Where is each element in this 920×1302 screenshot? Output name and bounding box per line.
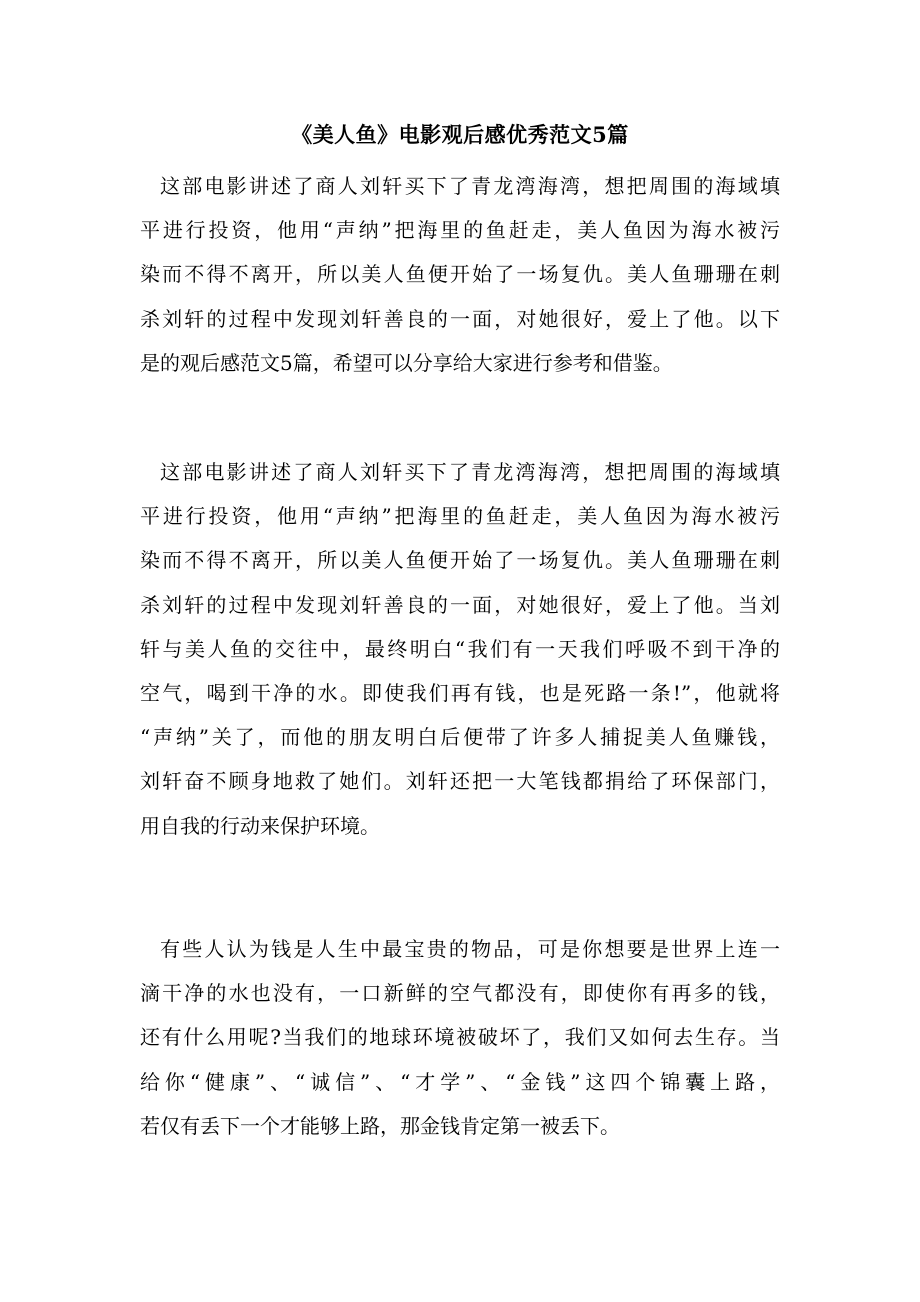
text-line: 杀刘轩的过程中发现刘轩善良的一面，对她很好，爱上了他。以下 — [140, 306, 780, 331]
text-line: 给你“健康”、“诚信”、“才学”、“金钱”这四个锦囊上路， — [140, 1069, 780, 1094]
text-line: 这部电影讲述了商人刘轩买下了青龙湾海湾，想把周围的海域填 — [160, 460, 780, 484]
text-line: 若仅有丢下一个才能够上路，那金钱肯定第一被丢下。 — [140, 1113, 620, 1138]
text-line: 还有什么用呢?当我们的地球环境被破坏了，我们又如何去生存。当 — [140, 1025, 780, 1050]
text-line: 染而不得不离开，所以美人鱼便开始了一场复仇。美人鱼珊珊在刺 — [140, 548, 780, 573]
text-line: 有些人认为钱是人生中最宝贵的物品，可是你想要是世界上连一 — [160, 937, 780, 961]
text-line: 用自我的行动来保护环境。 — [140, 813, 380, 838]
text-line: 平进行投资，他用“声纳”把海里的鱼赶走，美人鱼因为海水被污 — [140, 504, 780, 529]
document-title: 《美人鱼》电影观后感优秀范文5篇 — [291, 122, 629, 147]
text-line: 染而不得不离开，所以美人鱼便开始了一场复仇。美人鱼珊珊在刺 — [140, 262, 780, 287]
paragraph-intro — [140, 164, 780, 385]
text-line: “声纳”关了，而他的朋友明白后便带了许多人捕捉美人鱼赚钱， — [140, 725, 780, 750]
text-line: 滴干净的水也没有，一口新鲜的空气都没有，即使你有再多的钱， — [140, 981, 780, 1006]
text-line: 平进行投资，他用“声纳”把海里的鱼赶走，美人鱼因为海水被污 — [140, 218, 780, 243]
text-line: 是的观后感范文5篇，希望可以分享给大家进行参考和借鉴。 — [140, 350, 673, 375]
text-line: 杀刘轩的过程中发现刘轩善良的一面，对她很好，爱上了他。当刘 — [140, 592, 780, 617]
paragraph-essay-1 — [140, 450, 780, 848]
text-line: 这部电影讲述了商人刘轩买下了青龙湾海湾，想把周围的海域填 — [160, 174, 780, 198]
paragraph-essay-2 — [140, 927, 780, 1148]
text-line: 空气，喝到干净的水。即使我们再有钱，也是死路一条!”，他就将 — [140, 681, 780, 706]
text-line: 刘轩奋不顾身地救了她们。刘轩还把一大笔钱都捐给了环保部门， — [140, 769, 780, 794]
text-line: 轩与美人鱼的交往中，最终明白“我们有一天我们呼吸不到干净的 — [140, 636, 780, 661]
